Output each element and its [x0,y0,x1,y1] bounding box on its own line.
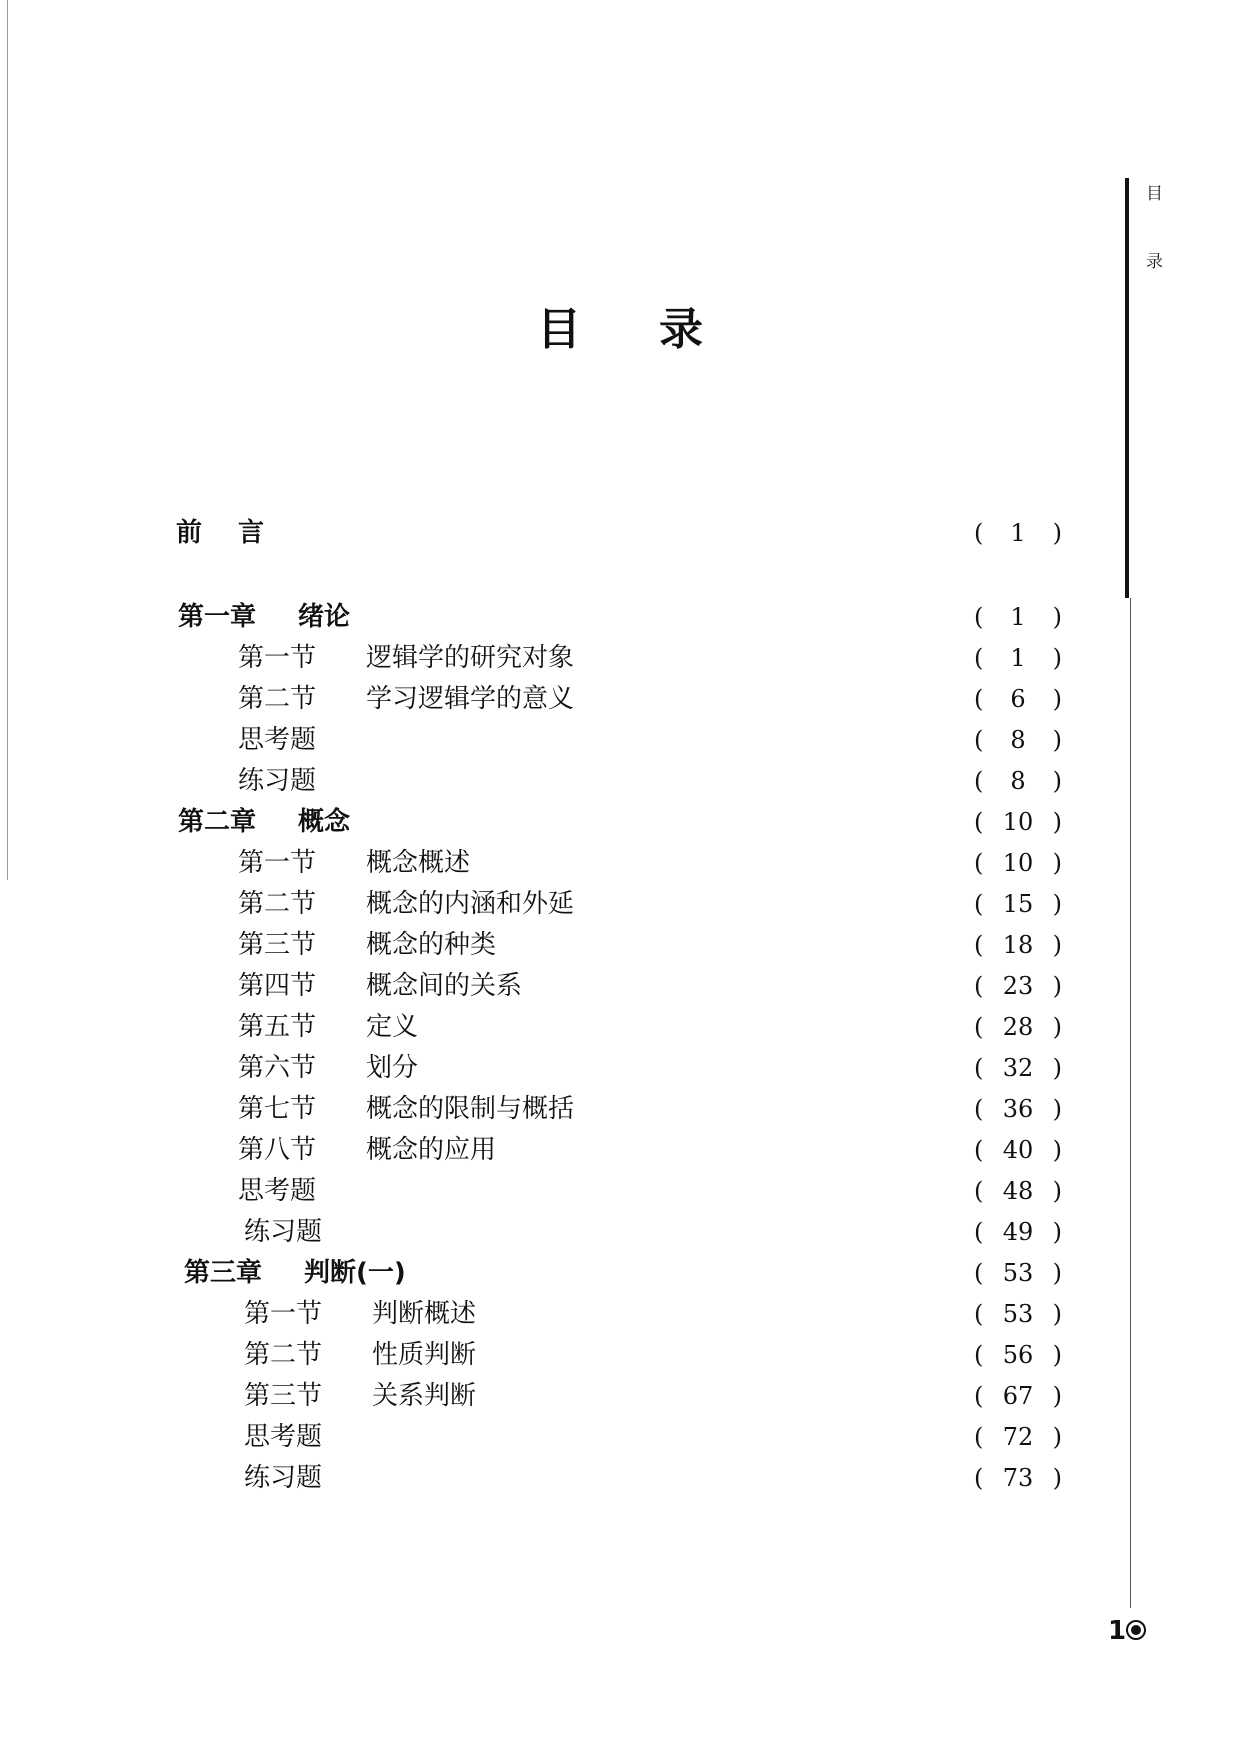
section-title: 判断概述 [372,1299,477,1329]
section-number: 第六节 [238,1053,317,1083]
open-paren: ( [974,849,984,877]
toc-entry [244,1215,1062,1249]
open-paren: ( [974,931,984,959]
open-paren: ( [974,808,984,836]
page-number-ref: 40 [1002,1136,1034,1164]
page-reference [974,600,1062,634]
page-number-ref: 6 [1010,685,1026,713]
page-reference [974,805,1062,839]
dot-leader [500,928,970,962]
dot-leader [578,682,970,716]
exercise-title: 思考题 [244,1422,323,1452]
open-paren: ( [974,1177,984,1205]
close-paren: ) [1052,1382,1062,1410]
close-paren: ) [1052,726,1062,754]
section-number: 第三节 [238,930,317,960]
page-reference [974,1174,1062,1208]
toc-entry [238,887,1062,921]
section-number: 第八节 [238,1135,317,1165]
open-paren: ( [974,726,984,754]
close-paren: ) [1052,603,1062,631]
dot-leader [410,1256,970,1290]
toc-entry [238,1051,1062,1085]
section-number: 第一节 [238,848,317,878]
dot-leader [480,1297,970,1331]
page-reference [974,1297,1062,1331]
section-title: 学习逻辑学的意义 [366,684,575,714]
open-paren: ( [974,972,984,1000]
dot-leader [326,1215,970,1249]
open-paren: ( [974,644,984,672]
dot-leader [500,1133,970,1167]
toc-entry [178,600,1062,634]
dot-leader [320,723,970,757]
section-number: 第二节 [238,684,317,714]
page-reference [974,1215,1062,1249]
section-title: 概念概述 [366,848,471,878]
section-title: 概念的应用 [366,1135,497,1165]
toc-entry [244,1297,1062,1331]
dot-leader [326,1420,970,1454]
dot-leader [578,641,970,675]
section-number: 第二节 [244,1340,323,1370]
page-reference [974,1420,1062,1454]
toc-entry [178,805,1062,839]
close-paren: ) [1052,1341,1062,1369]
close-paren: ) [1052,519,1062,547]
page-number-ref: 1 [1010,603,1026,631]
open-paren: ( [974,767,984,795]
page-number-ref: 49 [1002,1218,1034,1246]
open-paren: ( [974,1464,984,1492]
close-paren: ) [1052,1177,1062,1205]
page-number-ref: 23 [1002,972,1034,1000]
toc-entry [238,764,1062,798]
section-number: 第五节 [238,1012,317,1042]
toc-entry [184,1256,1062,1290]
open-paren: ( [974,603,984,631]
open-paren: ( [974,519,984,547]
dot-leader [480,1338,970,1372]
dot-leader [526,969,970,1003]
toc-entry [238,1010,1062,1044]
preface-label: 前言 [176,518,301,548]
close-paren: ) [1052,808,1062,836]
section-title: 定义 [366,1012,419,1042]
bullseye-icon [1126,1620,1146,1640]
open-paren: ( [974,1013,984,1041]
toc-entry [238,969,1062,1003]
page-number-ref: 53 [1002,1259,1034,1287]
page-reference [974,1256,1062,1290]
page-reference [974,1379,1062,1413]
dot-leader [474,846,970,880]
open-paren: ( [974,1054,984,1082]
toc-entry [238,1174,1062,1208]
close-paren: ) [1052,685,1062,713]
page-number-ref: 72 [1002,1423,1034,1451]
page-reference [974,1010,1062,1044]
page-reference [974,846,1062,880]
section-title: 关系判断 [372,1381,477,1411]
close-paren: ) [1052,1054,1062,1082]
section-title: 概念间的关系 [366,971,523,1001]
left-edge-line [7,0,8,880]
open-paren: ( [974,685,984,713]
section-number: 第四节 [238,971,317,1001]
page-number-ref: 1 [1010,644,1026,672]
page-reference [974,1461,1062,1495]
page-number-ref: 8 [1010,767,1026,795]
page-number-ref: 36 [1002,1095,1034,1123]
section-title: 划分 [366,1053,419,1083]
page-title: 目录 [537,304,781,355]
page-number-ref: 15 [1002,890,1034,918]
close-paren: ) [1052,1464,1062,1492]
page-reference [974,1051,1062,1085]
chapter-title: 绪论 [298,602,351,632]
page-number-ref: 73 [1002,1464,1034,1492]
close-paren: ) [1052,849,1062,877]
exercise-title: 练习题 [244,1217,323,1247]
open-paren: ( [974,1300,984,1328]
open-paren: ( [974,1423,984,1451]
close-paren: ) [1052,972,1062,1000]
chapter-number: 第二章 [178,807,257,837]
exercise-title: 思考题 [238,725,317,755]
close-paren: ) [1052,644,1062,672]
margin-rule [1130,598,1131,1608]
open-paren: ( [974,1218,984,1246]
section-number: 第三节 [244,1381,323,1411]
dot-leader [304,516,970,550]
dot-leader [354,600,970,634]
page-reference [974,764,1062,798]
toc-entry [238,1092,1062,1126]
close-paren: ) [1052,890,1062,918]
page-number-ref: 1 [1010,519,1026,547]
section-number: 第一节 [244,1299,323,1329]
section-number: 第一节 [238,643,317,673]
dot-leader [422,1010,970,1044]
close-paren: ) [1052,1095,1062,1123]
open-paren: ( [974,1259,984,1287]
toc-entry [238,641,1062,675]
page-reference [974,969,1062,1003]
page-number-ref: 18 [1002,931,1034,959]
side-tab-char-1: 目 [1146,184,1163,204]
chapter-number: 第一章 [178,602,257,632]
close-paren: ) [1052,1259,1062,1287]
page-reference [974,1092,1062,1126]
close-paren: ) [1052,1136,1062,1164]
toc-entry [238,928,1062,962]
page-number-ref: 32 [1002,1054,1034,1082]
section-title: 概念的内涵和外延 [366,889,575,919]
toc-entry [244,1461,1062,1495]
close-paren: ) [1052,1013,1062,1041]
section-title: 逻辑学的研究对象 [366,643,575,673]
section-title: 性质判断 [372,1340,477,1370]
close-paren: ) [1052,767,1062,795]
open-paren: ( [974,1341,984,1369]
dot-leader [326,1461,970,1495]
page-reference [974,887,1062,921]
open-paren: ( [974,1136,984,1164]
open-paren: ( [974,890,984,918]
exercise-title: 练习题 [244,1463,323,1493]
dot-leader [354,805,970,839]
dot-leader [320,1174,970,1208]
page-number: 1 [1108,1616,1127,1646]
side-tab-char-2: 录 [1146,252,1163,272]
page-reference [974,928,1062,962]
dot-leader [422,1051,970,1085]
page-reference [974,516,1062,550]
chapter-number: 第三章 [184,1258,263,1288]
exercise-title: 练习题 [238,766,317,796]
dot-leader [320,764,970,798]
page-number-ref: 8 [1010,726,1026,754]
dot-leader [578,887,970,921]
section-title: 概念的限制与概括 [366,1094,575,1124]
page-reference [974,1133,1062,1167]
close-paren: ) [1052,931,1062,959]
chapter-title: 判断(一) [304,1258,406,1288]
section-title: 概念的种类 [366,930,497,960]
page-reference [974,723,1062,757]
page-number-ref: 53 [1002,1300,1034,1328]
toc-entry [238,682,1062,716]
page-reference [974,1338,1062,1372]
open-paren: ( [974,1382,984,1410]
section-number: 第七节 [238,1094,317,1124]
exercise-title: 思考题 [238,1176,317,1206]
toc-entry [238,846,1062,880]
page-number-ref: 10 [1002,849,1034,877]
page-number-ref: 28 [1002,1013,1034,1041]
close-paren: ) [1052,1300,1062,1328]
toc-entry [176,516,1062,550]
toc-entry [244,1379,1062,1413]
toc-entry [244,1420,1062,1454]
page-reference [974,641,1062,675]
close-paren: ) [1052,1218,1062,1246]
thumb-index-bar [1125,178,1129,598]
chapter-title: 概念 [298,807,351,837]
page-number-ref: 56 [1002,1341,1034,1369]
page-number-ref: 67 [1002,1382,1034,1410]
toc-entry [238,723,1062,757]
open-paren: ( [974,1095,984,1123]
page-reference [974,682,1062,716]
page-number-ref: 10 [1002,808,1034,836]
page-number-ref: 48 [1002,1177,1034,1205]
toc-entry [244,1338,1062,1372]
close-paren: ) [1052,1423,1062,1451]
section-number: 第二节 [238,889,317,919]
toc-entry [238,1133,1062,1167]
dot-leader [578,1092,970,1126]
dot-leader [480,1379,970,1413]
